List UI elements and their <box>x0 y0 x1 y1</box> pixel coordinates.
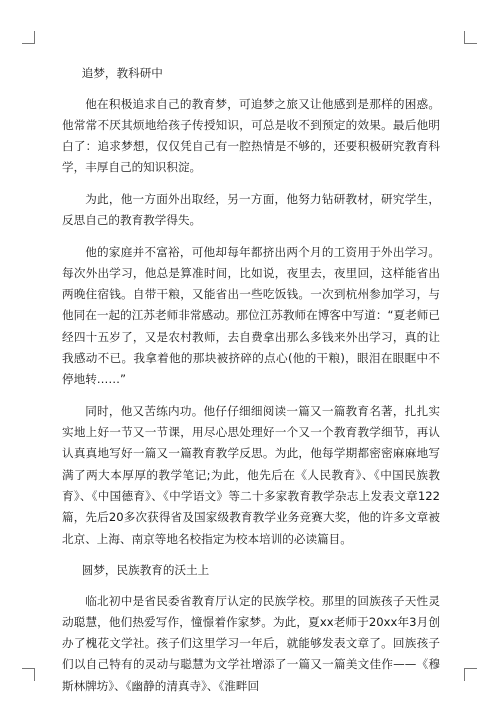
paragraph: 他的家庭并不富裕，可他却每年都挤出两个月的工资用于外出学习。每次外出学习，他总是算准时间，比如说，夜里去，夜里回，这样能省出两晚住宿钱。自带干粮，又能省出一些吃饭钱。一次到杭州参加学习，与他同在一起的江苏老师非常感动。那位江苏教师在博客中写道：“夏老师已经四十五岁了，又是农村教师，去自费拿出那么多钱来外出学习，真的让我感动不已。我拿着他的那块被挤碎的点心(他的干粮)，眼泪在眼眶中不停地转……” <box>62 244 440 387</box>
paragraph: 他在积极追求自己的教育梦，可追梦之旅又让他感到是那样的困惑。他常常不厌其烦地给孩子传授知识，可总是收不到预定的效果。最后他明白了：追求梦想，仅仅凭自己有一腔热情是不够的，还要积极研究教育科学，丰厚自己的知识积淀。 <box>62 96 440 175</box>
crop-mark-bottom-right <box>464 668 477 681</box>
crop-mark-top-left <box>22 31 35 44</box>
paragraph: 同时，他又苦练内功。他仔仔细细阅读一篇又一篇教育名著，扎扎实实地上好一节又一节课，用尽心思处理好一个又一个教育教学细节，再认认真真地写好一篇又一篇教育教学反思。为此，他每学期都密密麻麻地写满了两大本厚厚的教学笔记;为此，他先后在《人民教育》、《中国民族教育》、《中国德育》、《中学语文》等二十多家教育教学杂志上发表文章122篇，先后20多次获得省及国家级教育教学业务竞赛大奖，他的许多文章被北京、上海、南京等地名校指定为校本培训的必读篇目。 <box>62 403 440 546</box>
crop-mark-top-right <box>464 31 477 44</box>
section-heading-2: 圆梦，民族教育的沃土上 <box>81 562 210 577</box>
paragraph: 为此，他一方面外出取经，另一方面，他努力钻研教材，研究学生，反思自己的教育教学得失。 <box>62 191 440 228</box>
paragraph: 临北初中是省民委省教育厅认定的民族学校。那里的回族孩子天性灵动聪慧，他们热爱写作，憧憬着作家梦。为此，夏xx老师于20xx年3月创办了槐花文学社。孩子们这里学习一年后，就能够发表文章了。回族孩子们以自己特有的灵动与聪慧为文学社增添了一篇又一篇美文佳作——《穆斯林牌坊》、《幽静的清真寺》、《淮畔回 <box>62 593 440 693</box>
crop-mark-bottom-left <box>22 668 35 681</box>
document-body <box>62 63 440 707</box>
section-heading-1: 追梦，教科研中 <box>81 66 163 80</box>
